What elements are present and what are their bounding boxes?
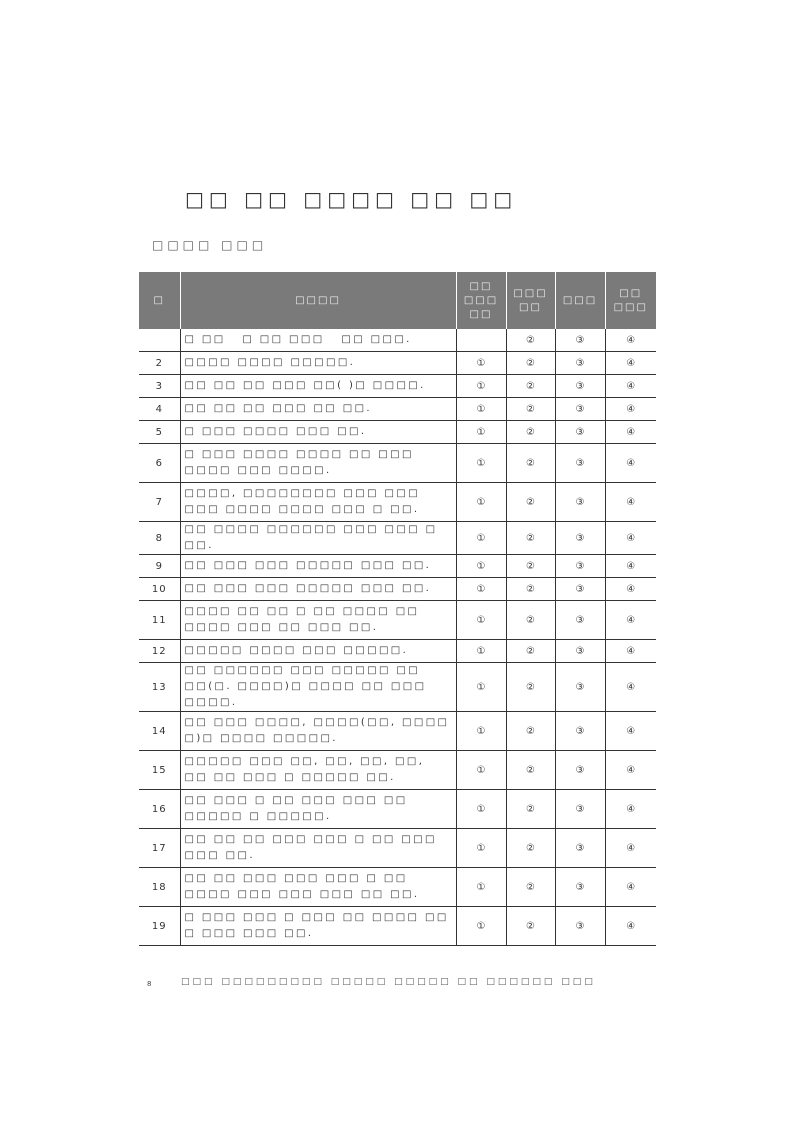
option-4-cell[interactable]: ④: [605, 329, 656, 352]
row-item-text: [180, 555, 456, 578]
option-2-cell[interactable]: ②: [506, 329, 555, 352]
row-number: 15: [139, 751, 180, 790]
option-4-cell[interactable]: ④: [605, 829, 656, 868]
table-row: [139, 375, 656, 398]
table-row: [139, 829, 656, 868]
option-4-cell[interactable]: ④: [605, 790, 656, 829]
row-item-text: [180, 712, 456, 751]
row-item-text: [180, 421, 456, 444]
row-item-label: □ □□ □ □□ □□□ □□ □□□.: [184, 334, 412, 345]
option-2-cell[interactable]: ②: [506, 829, 555, 868]
row-number: 11: [139, 601, 180, 640]
option-4-cell[interactable]: ④: [605, 578, 656, 601]
row-item-label: □□ □□ □□□ □□□ □□□ □ □□ □□□□ □□□ □□□ □□□ □□ □□.: [184, 873, 420, 900]
table-header-row: [139, 272, 656, 329]
option-1-cell[interactable]: ①: [456, 398, 506, 421]
option-2-cell[interactable]: ②: [506, 398, 555, 421]
row-item-text: [180, 352, 456, 375]
row-item-label: □ □□□ □□□□ □□□ □□.: [184, 426, 367, 437]
row-item-label: □□ □□□ □□□ □□□□□ □□□ □□.: [184, 583, 432, 594]
option-3-cell[interactable]: ③: [555, 601, 605, 640]
row-number: 5: [139, 421, 180, 444]
option-1-cell[interactable]: ①: [456, 868, 506, 907]
option-1-cell[interactable]: ①: [456, 375, 506, 398]
option-2-cell[interactable]: ②: [506, 578, 555, 601]
option-4-cell[interactable]: ④: [605, 483, 656, 522]
row-item-label: □□□□□ □□□ □□, □□, □□, □□, □□ □□ □□□ □ □□□□□ □□.: [184, 756, 430, 783]
option-1-cell[interactable]: ①: [456, 555, 506, 578]
row-item-label: □□ □□□ □□□□, □□□□(□□, □□□□ □)□ □□□□ □□□□□.: [184, 717, 455, 744]
table-row: [139, 907, 656, 946]
option-4-cell[interactable]: ④: [605, 640, 656, 663]
row-number: 19: [139, 907, 180, 946]
option-4-cell[interactable]: ④: [605, 663, 656, 712]
table-body: [139, 329, 656, 946]
row-item-text: [180, 829, 456, 868]
option-3-cell[interactable]: ③: [555, 751, 605, 790]
option-2-cell[interactable]: ②: [506, 555, 555, 578]
section-subtitle: □□□□ □□□: [152, 238, 268, 252]
row-number: 2: [139, 352, 180, 375]
table-row: [139, 352, 656, 375]
option-1-cell[interactable]: ①: [456, 663, 506, 712]
option-1-cell[interactable]: ①: [456, 601, 506, 640]
option-1-cell[interactable]: ①: [456, 578, 506, 601]
option-2-cell[interactable]: ②: [506, 421, 555, 444]
row-item-text: [180, 790, 456, 829]
row-item-label: □□□□ □□□□ □□□□□.: [184, 357, 356, 368]
option-3-cell[interactable]: ③: [555, 578, 605, 601]
table-row: [139, 601, 656, 640]
col-header-option-1: □□ □□□ □□: [456, 272, 506, 329]
option-2-cell[interactable]: ②: [506, 907, 555, 946]
option-2-cell[interactable]: ②: [506, 712, 555, 751]
table-row: [139, 640, 656, 663]
row-number: 18: [139, 868, 180, 907]
option-4-cell[interactable]: ④: [605, 868, 656, 907]
option-2-cell[interactable]: ②: [506, 751, 555, 790]
option-1-cell[interactable]: ①: [456, 421, 506, 444]
col-header-option-2: □□□ □□: [506, 272, 555, 329]
option-1-cell[interactable]: ①: [456, 352, 506, 375]
row-item-label: □□ □□ □□ □□□ □□ □□.: [184, 403, 372, 414]
option-3-cell[interactable]: ③: [555, 483, 605, 522]
option-4-cell[interactable]: ④: [605, 751, 656, 790]
option-3-cell[interactable]: ③: [555, 398, 605, 421]
row-item-label: □ □□□ □□□□ □□□□ □□ □□□ □□□□ □□□ □□□□.: [184, 449, 420, 476]
row-item-text: [180, 398, 456, 421]
row-item-text: [180, 578, 456, 601]
option-4-cell[interactable]: ④: [605, 352, 656, 375]
col-header-number: □: [139, 272, 180, 329]
row-number: 13: [139, 663, 180, 712]
option-4-cell[interactable]: ④: [605, 601, 656, 640]
row-number: 7: [139, 483, 180, 522]
table-row: [139, 751, 656, 790]
table-row: [139, 329, 656, 352]
option-2-cell[interactable]: ②: [506, 640, 555, 663]
option-4-cell[interactable]: ④: [605, 522, 656, 555]
row-item-text: [180, 868, 456, 907]
option-3-cell[interactable]: ③: [555, 829, 605, 868]
row-item-label: □□ □□ □□ □□□ □□□ □ □□ □□□ □□□ □□.: [184, 834, 443, 861]
table-row: [139, 421, 656, 444]
row-number: 3: [139, 375, 180, 398]
col-header-option-4: □□ □□□: [605, 272, 656, 329]
option-2-cell[interactable]: ②: [506, 483, 555, 522]
option-3-cell[interactable]: ③: [555, 329, 605, 352]
option-3-cell[interactable]: ③: [555, 907, 605, 946]
row-number: 9: [139, 555, 180, 578]
row-number: [139, 329, 180, 352]
option-1-cell[interactable]: ①: [456, 907, 506, 946]
option-1-cell[interactable]: ①: [456, 640, 506, 663]
row-number: 16: [139, 790, 180, 829]
option-1-cell[interactable]: ①: [456, 483, 506, 522]
option-1-cell[interactable]: [456, 329, 506, 352]
option-4-cell[interactable]: ④: [605, 907, 656, 946]
option-2-cell[interactable]: ②: [506, 868, 555, 907]
option-3-cell[interactable]: ③: [555, 712, 605, 751]
option-4-cell[interactable]: ④: [605, 444, 656, 483]
table-row: [139, 790, 656, 829]
option-3-cell[interactable]: ③: [555, 375, 605, 398]
table-row: [139, 578, 656, 601]
table-row: [139, 444, 656, 483]
row-item-text: [180, 601, 456, 640]
footer-text: □□□ □□□□□□□□□ □□□□□ □□□□□ □□ □□□□□□ □□□: [181, 977, 596, 987]
page-footer: [0, 976, 793, 990]
option-3-cell[interactable]: ③: [555, 421, 605, 444]
document-title: □□ □□ □□□□ □□ □□: [185, 187, 518, 211]
option-3-cell[interactable]: ③: [555, 790, 605, 829]
option-4-cell[interactable]: ④: [605, 375, 656, 398]
option-1-cell[interactable]: ①: [456, 712, 506, 751]
option-3-cell[interactable]: ③: [555, 640, 605, 663]
col-header-item: □□□□: [180, 272, 456, 329]
col-header-option-3: □□□: [555, 272, 605, 329]
table-row: [139, 868, 656, 907]
row-item-text: [180, 329, 456, 352]
option-1-cell[interactable]: ①: [456, 751, 506, 790]
row-number: 10: [139, 578, 180, 601]
option-1-cell[interactable]: ①: [456, 522, 506, 555]
table-row: [139, 555, 656, 578]
row-item-text: [180, 751, 456, 790]
row-item-text: [180, 907, 456, 946]
table-row: [139, 712, 656, 751]
option-2-cell[interactable]: ②: [506, 663, 555, 712]
row-item-label: □□□□, □□□□□□□□ □□□ □□□ □□□ □□□□ □□□□ □□□ □ □□.: [184, 488, 426, 515]
option-1-cell[interactable]: ①: [456, 829, 506, 868]
row-number: 4: [139, 398, 180, 421]
table-row: [139, 483, 656, 522]
option-4-cell[interactable]: ④: [605, 555, 656, 578]
row-item-label: □□ □□□ □ □□ □□□ □□□ □□ □□□□□ □ □□□□□.: [184, 795, 414, 822]
row-number: 12: [139, 640, 180, 663]
row-item-label: □□□□ □□ □□ □ □□ □□□□ □□ □□□□ □□□ □□ □□□ □□.: [184, 606, 425, 633]
row-item-text: [180, 444, 456, 483]
row-item-label: □□□□□ □□□□ □□□ □□□□□.: [184, 645, 409, 656]
option-3-cell[interactable]: ③: [555, 522, 605, 555]
option-4-cell[interactable]: ④: [605, 398, 656, 421]
option-3-cell[interactable]: ③: [555, 868, 605, 907]
row-item-label: □□ □□□□ □□□□□□ □□□ □□□ □ □□.: [184, 524, 444, 551]
option-2-cell[interactable]: ②: [506, 790, 555, 829]
option-3-cell[interactable]: ③: [555, 444, 605, 483]
row-item-text: [180, 375, 456, 398]
row-item-label: □□ □□ □□ □□□ □□( )□ □□□□.: [184, 380, 426, 391]
table-row: [139, 663, 656, 712]
option-2-cell[interactable]: ②: [506, 601, 555, 640]
option-1-cell[interactable]: ①: [456, 444, 506, 483]
page-number: 8: [147, 980, 152, 988]
row-item-label: □□ □□□□□□ □□□ □□□□□ □□ □□(□. □□□□)□ □□□□ □□ □□□ □□□□.: [184, 665, 433, 708]
option-2-cell[interactable]: ②: [506, 522, 555, 555]
option-2-cell[interactable]: ②: [506, 444, 555, 483]
row-item-label: □□ □□□ □□□ □□□□□ □□□ □□.: [184, 560, 432, 571]
row-number: 14: [139, 712, 180, 751]
option-1-cell[interactable]: ①: [456, 790, 506, 829]
option-3-cell[interactable]: ③: [555, 663, 605, 712]
table-row: [139, 398, 656, 421]
option-2-cell[interactable]: ②: [506, 352, 555, 375]
row-item-text: [180, 640, 456, 663]
option-4-cell[interactable]: ④: [605, 421, 656, 444]
option-4-cell[interactable]: ④: [605, 712, 656, 751]
row-number: 17: [139, 829, 180, 868]
option-3-cell[interactable]: ③: [555, 352, 605, 375]
row-item-text: [180, 522, 456, 555]
row-item-label: □ □□□ □□□ □ □□□ □□ □□□□ □□ □ □□□ □□□ □□.: [184, 912, 455, 939]
row-item-text: [180, 663, 456, 712]
row-number: 8: [139, 522, 180, 555]
row-item-text: [180, 483, 456, 522]
option-3-cell[interactable]: ③: [555, 555, 605, 578]
survey-table: [139, 272, 656, 946]
row-number: 6: [139, 444, 180, 483]
option-2-cell[interactable]: ②: [506, 375, 555, 398]
table-row: [139, 522, 656, 555]
